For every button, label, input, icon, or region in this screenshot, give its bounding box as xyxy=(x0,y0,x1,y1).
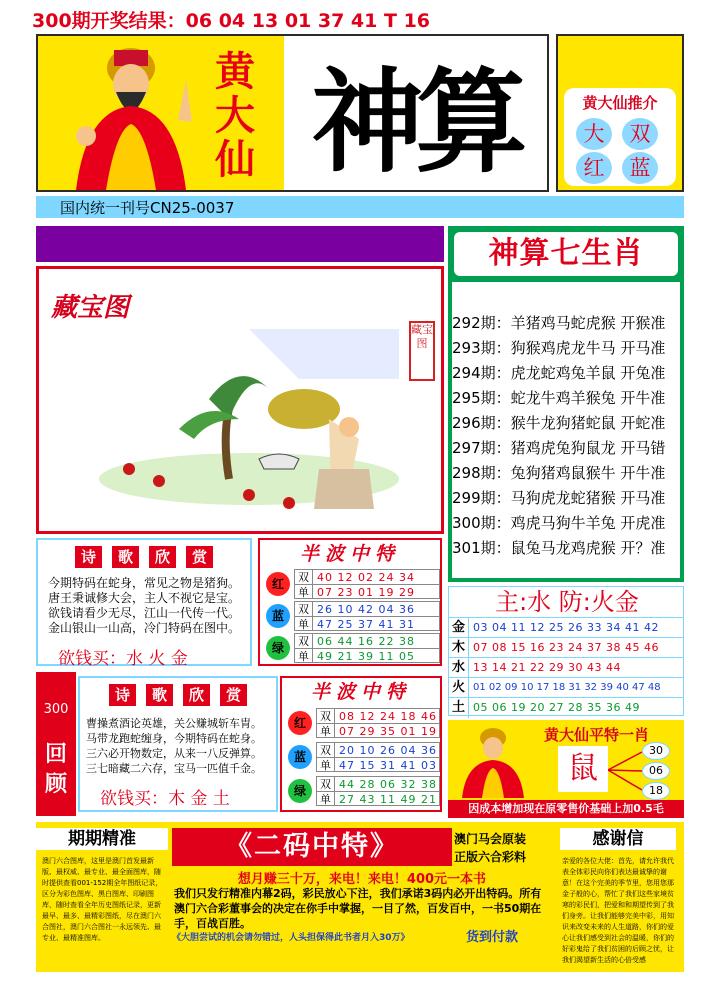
single-numbers: 07 29 35 01 19 xyxy=(339,725,437,738)
poem-line: 三六必开物数定，从来一八反弹算。 xyxy=(86,747,262,760)
poem-line: 马带龙跑蛇缠身，今期特码在蛇身。 xyxy=(86,732,262,745)
recap-char: 顾 xyxy=(44,772,67,797)
wave-color-badge: 蓝 xyxy=(288,745,312,769)
issue-number-bar xyxy=(36,196,684,218)
ad-note: 《大胆尝试的机会请勿错过，人头担保得此书者月入30万》 xyxy=(172,933,410,943)
element-row xyxy=(449,657,683,677)
seven-zodiac-title-box xyxy=(454,232,678,276)
double-label: 双 xyxy=(317,777,335,791)
poem-title-char: 歌 xyxy=(112,546,139,568)
double-numbers: 06 44 16 22 38 xyxy=(317,635,415,648)
treasure-map-panel xyxy=(36,266,444,534)
element-numbers: 07 08 15 16 23 24 37 38 45 46 xyxy=(473,641,659,654)
poem-panel xyxy=(36,538,252,669)
seven-zodiac-row: 294期：虎龙蛇鸡兔羊鼠 开兔准 xyxy=(452,364,666,382)
wave-color-badge: 绿 xyxy=(266,636,290,660)
recommend-cell: 双 xyxy=(622,118,658,150)
half-wave-title: 半波中特 xyxy=(299,543,400,565)
wave-color-badge: 蓝 xyxy=(266,604,290,628)
element-row xyxy=(449,677,683,697)
recommend-cell: 大 xyxy=(576,118,612,150)
brand-char: 黄 xyxy=(215,48,255,95)
seven-zodiac-row: 297期：猪鸡虎兔狗鼠龙 开马错 xyxy=(452,439,666,457)
seven-zodiac-row: 300期：鸡虎马狗牛羊兔 开虎准 xyxy=(452,514,666,532)
poem-line: 三七暗藏二六存，宝马一匹值千金。 xyxy=(86,762,262,775)
recommend-cell: 红 xyxy=(576,152,612,184)
masthead xyxy=(36,34,549,192)
masthead-left-panel xyxy=(38,36,284,190)
double-numbers: 20 10 26 04 36 xyxy=(339,744,437,757)
wave-group-blue xyxy=(260,600,440,632)
flat-number: 30 xyxy=(642,742,670,760)
recap-issue: 300 xyxy=(43,702,69,717)
seven-zodiac-title: 神算七生肖 xyxy=(488,236,644,271)
recap-badge xyxy=(36,672,76,816)
wave-group-blue xyxy=(282,740,440,774)
poem-title-char: 诗 xyxy=(75,546,102,568)
arrow-lines-icon xyxy=(608,748,642,794)
period-precise-text: 澳门六合图库，这里是澳门首发最新版、最权威、最专业、最全面图库，随时提供查看001-152期全年图纸记录，区分为彩色图库、黑白图库、印刷图库，随时查看全年历史图纸记录，更新最早、最多、最精彩图纸，尽在澳门六合图社，澳门六合图社一永远领先、最专业、最精准图库。 xyxy=(42,857,163,942)
double-label: 双 xyxy=(295,634,313,648)
double-label: 双 xyxy=(295,570,313,584)
poem-title-char: 赏 xyxy=(186,546,213,568)
sage-portrait-icon xyxy=(456,724,530,798)
period-precise-box xyxy=(36,822,168,972)
poem-line: 曹操煮酒论英雄，关公赚城斩车胄。 xyxy=(86,717,262,730)
single-label: 单 xyxy=(295,617,313,630)
double-numbers: 40 12 02 24 34 xyxy=(317,571,415,584)
recap-label xyxy=(36,740,76,800)
poem-panel-recap xyxy=(78,676,278,812)
flat-zodiac-value: 鼠 xyxy=(558,746,608,792)
element-key: 木 xyxy=(449,638,469,658)
poem-title-char: 欣 xyxy=(183,684,210,706)
single-numbers: 49 21 39 11 05 xyxy=(317,650,415,663)
poem-title xyxy=(80,684,276,706)
double-numbers: 26 10 42 04 36 xyxy=(317,603,415,616)
flat-zodiac-panel xyxy=(448,720,684,818)
thanks-letter-text: 亲爱的各位大佬：首先，请允许我代表全体彩民向你们表达最诚挚的谢意！在这个完美的季节里，您用您那金子般的心，帮忙了我们这些家境贫寒的彩民们，把爱和和期望传到了我们身旁。让我们能够完美中彩，用知识来改变未来的人生道路，你们的爱心让我们感受到社会的温暖，你们的好彩鬼给了我们贫困的后顾之忧，让我们渴望新生活的心倍受感 xyxy=(562,857,674,964)
poem-line: 欲钱请看少无尽，江山一代传一代。 xyxy=(48,606,241,620)
seven-zodiac-row: 293期：狗猴鸡虎龙牛马 开马准 xyxy=(452,339,666,357)
five-elements-title: 主:水 防:火金 xyxy=(495,588,639,616)
brand-char: 大 xyxy=(215,92,255,139)
double-numbers: 08 12 24 18 46 xyxy=(339,710,437,723)
element-row xyxy=(449,637,683,657)
flat-number: 18 xyxy=(642,782,670,800)
poem-title-char: 赏 xyxy=(220,684,247,706)
single-label: 单 xyxy=(295,649,313,662)
single-numbers: 47 25 37 41 31 xyxy=(317,618,415,631)
poem-buy-hint: 欲钱买：水 火 金 xyxy=(58,649,188,669)
single-label: 单 xyxy=(317,792,335,805)
seven-zodiac-row: 299期：马狗虎龙蛇猪猴 开马准 xyxy=(452,489,666,507)
recommend-title: 黄大仙推介 xyxy=(582,94,658,112)
draw-result-text: 300期开奖结果：06 04 13 01 37 41 T 16 xyxy=(32,10,431,32)
poem-title-char: 欣 xyxy=(149,546,176,568)
wave-color-badge: 红 xyxy=(288,711,312,735)
element-key: 土 xyxy=(449,698,469,718)
double-numbers: 44 28 06 32 38 xyxy=(339,778,437,791)
brand-huang-daxian xyxy=(190,50,280,182)
single-label: 单 xyxy=(295,585,313,598)
poem-line: 今期特码在蛇身，常见之物是猪狗。 xyxy=(48,576,241,590)
poem-line: 唐王秉诚修大会，主人不视它是宝。 xyxy=(48,591,241,605)
seven-zodiac-row: 292期：羊猪鸡马蛇虎猴 开猴准 xyxy=(452,314,666,332)
wave-color-badge: 红 xyxy=(266,572,290,596)
double-label: 双 xyxy=(317,709,335,723)
poem-buy-hint: 欲钱买：木 金 土 xyxy=(100,789,230,809)
ad-headline: 《二码中特》 xyxy=(172,828,452,866)
single-numbers: 07 23 01 19 29 xyxy=(317,586,415,599)
double-label: 双 xyxy=(295,602,313,616)
element-numbers: 03 04 11 12 25 26 33 34 41 42 xyxy=(473,621,659,634)
element-row xyxy=(449,617,683,637)
masthead-title-panel xyxy=(284,36,547,190)
flat-number: 06 xyxy=(642,762,670,780)
sage-portrait-icon xyxy=(66,40,196,190)
poem-title-char: 歌 xyxy=(146,684,173,706)
brand-char: 仙 xyxy=(215,136,255,183)
wave-group-green xyxy=(260,632,440,664)
ad-promise: 我们只发行精准内幕2码，彩民放心下注，我们承诺3码内必开出特码。所有澳门六合彩董事会的决定在你手中掌握，一目了然，百发百中，一书50期在手，百战百胜。 xyxy=(174,887,542,930)
element-key: 火 xyxy=(449,678,469,698)
recap-char: 回 xyxy=(44,742,67,767)
element-row xyxy=(449,697,683,717)
masthead-title: 神算 xyxy=(311,57,520,188)
recommend-cell: 蓝 xyxy=(622,152,658,184)
five-elements-panel xyxy=(448,586,684,716)
half-wave-panel-recap xyxy=(280,676,442,812)
element-numbers: 01 02 09 10 17 18 31 32 39 40 47 48 xyxy=(473,682,661,693)
treasure-map-title: 藏宝图 xyxy=(51,293,130,323)
price-notice: 因成本增加现在原零售价基础上加0.5毛 xyxy=(448,800,684,818)
half-wave-title: 半波中特 xyxy=(310,681,411,703)
seven-zodiac-list xyxy=(452,282,680,578)
seven-zodiac-row: 296期：猴牛龙狗猪蛇鼠 开蛇准 xyxy=(452,414,666,432)
half-wave-panel xyxy=(258,538,442,666)
poem-title xyxy=(38,546,250,568)
poem-line: 金山银山一山高，冷门特码在图中。 xyxy=(48,621,241,635)
purple-divider xyxy=(36,226,444,262)
issue-number: 国内统一刊号CN25-0037 xyxy=(60,199,235,217)
element-key: 金 xyxy=(449,618,469,638)
thanks-letter-title: 感谢信 xyxy=(560,828,676,850)
period-precise-title: 期期精准 xyxy=(36,828,168,850)
wave-group-red xyxy=(260,568,440,600)
ad-slogan: 想月赚三十万，来电！来电！400元一本书 xyxy=(237,872,487,887)
recommend-panel xyxy=(556,34,684,192)
element-key: 水 xyxy=(449,658,469,678)
result-banner xyxy=(0,0,718,34)
treasure-illustration-icon xyxy=(99,309,399,529)
bottom-ad-panel xyxy=(36,822,684,972)
treasure-seal: 藏宝图 xyxy=(409,321,435,381)
flat-zodiac-title: 黄大仙平特一肖 xyxy=(544,726,650,744)
seven-zodiac-row: 295期：蛇龙牛鸡羊猴兔 开牛准 xyxy=(452,389,666,407)
single-label: 单 xyxy=(317,758,335,771)
thanks-letter-box xyxy=(552,822,684,972)
poem-title-char: 诗 xyxy=(109,684,136,706)
seven-zodiac-panel xyxy=(448,226,684,582)
single-numbers: 47 15 31 41 03 xyxy=(339,759,437,772)
double-label: 双 xyxy=(317,743,335,757)
wave-group-green xyxy=(282,774,440,808)
ad-subtitle: 澳门马会原装 xyxy=(454,832,527,846)
seven-zodiac-row: 301期：鼠兔马龙鸡虎猴 开？准 xyxy=(452,539,666,557)
element-numbers: 05 06 19 20 27 28 35 36 49 xyxy=(473,701,640,714)
element-numbers: 13 14 21 22 29 30 43 44 xyxy=(473,661,621,674)
wave-color-badge: 绿 xyxy=(288,779,312,803)
seven-zodiac-row: 298期：兔狗猪鸡鼠猴牛 开牛准 xyxy=(452,464,666,482)
ad-subtitle: 正版六合彩料 xyxy=(454,850,527,864)
single-numbers: 27 43 11 49 21 xyxy=(339,793,437,806)
single-label: 单 xyxy=(317,724,335,737)
wave-group-red xyxy=(282,706,440,740)
cash-on-delivery: 货到付款 xyxy=(466,930,519,945)
